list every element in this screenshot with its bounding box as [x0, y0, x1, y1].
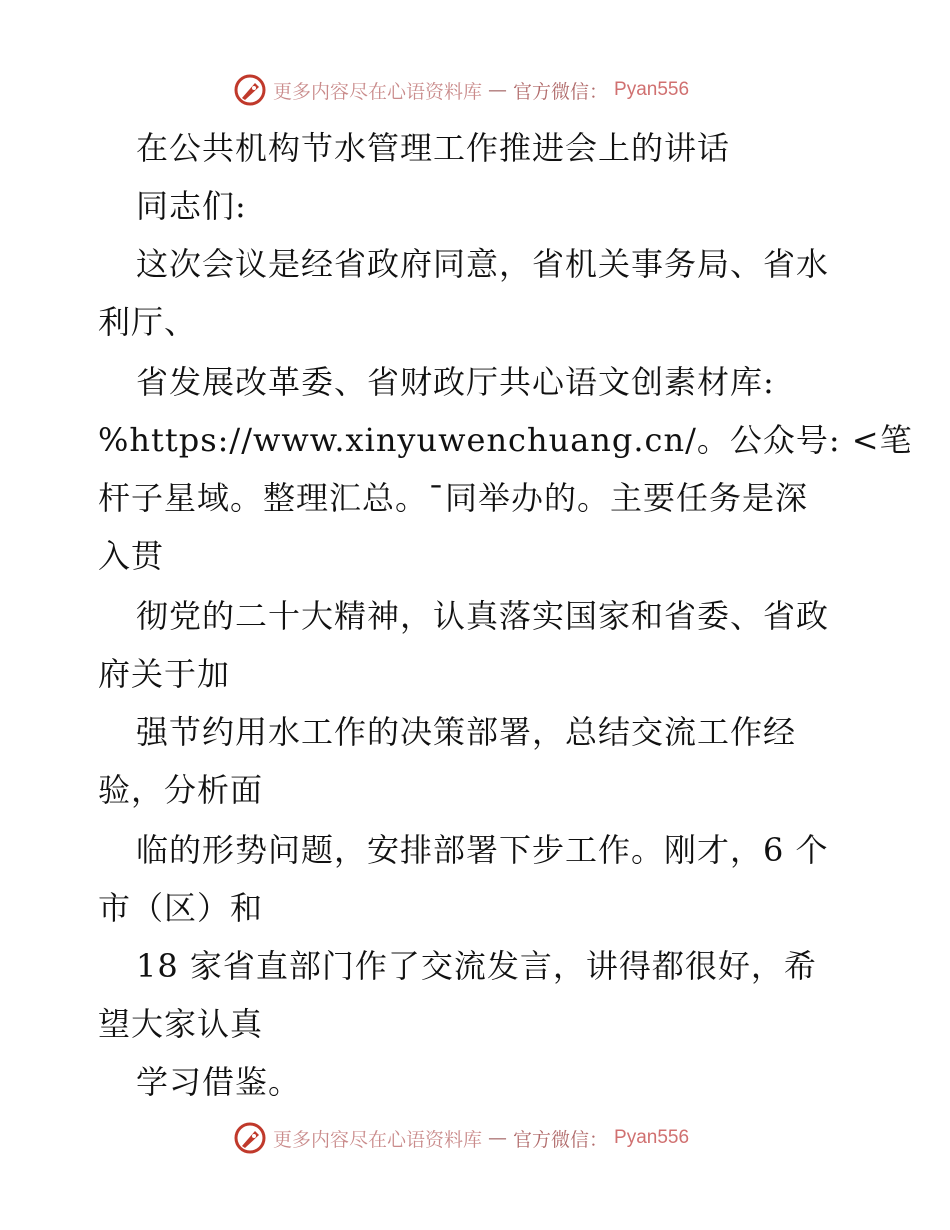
banner-text: 更多内容尽在心语资料库 — [273, 80, 483, 103]
document-line: 杆子星域。整理汇总。¯同举办的。主要任务是深 — [98, 479, 809, 517]
document-line: 学习借鉴。 — [136, 1063, 302, 1101]
document-line: 强节约用水工作的决策部署，总结交流工作经 — [136, 713, 797, 751]
document-line: 望大家认真 — [98, 1005, 264, 1043]
document-line: 临的形势问题，安排部署下步工作。刚才，6 个 — [136, 831, 829, 869]
banner-wechat-id: Pyan556 — [614, 1127, 690, 1148]
banner-separator: — — [488, 79, 508, 101]
banner-text: 更多内容尽在心语资料库 — [273, 1128, 483, 1151]
pen-nib-logo-icon — [233, 73, 267, 107]
document-line: 彻党的二十大精神，认真落实国家和省委、省政 — [136, 597, 830, 635]
pen-nib-logo-icon — [233, 1121, 267, 1155]
document-line: %https://www.xinyuwenchuang.cn/。公众号: <笔 — [98, 421, 913, 459]
banner-wechat-label: 官方微信： — [513, 1128, 609, 1151]
document-line: 入贯 — [98, 537, 165, 575]
footer-banner — [233, 1120, 689, 1156]
document-line: 省发展改革委、省财政厅共心语文创素材库: — [136, 363, 775, 401]
document-line: 这次会议是经省政府同意，省机关事务局、省水 — [136, 245, 830, 283]
document-line: 府关于加 — [98, 655, 231, 693]
document-line: 市（区）和 — [98, 889, 264, 927]
document-line: 同志们: — [136, 187, 247, 225]
banner-wechat-label: 官方微信： — [513, 80, 609, 103]
document-line: 18 家省直部门作了交流发言，讲得都很好，希 — [136, 947, 817, 985]
banner-separator: — — [488, 1127, 508, 1149]
document-line: 利厅、 — [98, 303, 198, 341]
document-title: 在公共机构节水管理工作推进会上的讲话 — [136, 129, 731, 167]
header-banner — [233, 72, 689, 108]
banner-wechat-id: Pyan556 — [614, 79, 690, 100]
document-line: 验，分析面 — [98, 771, 264, 809]
